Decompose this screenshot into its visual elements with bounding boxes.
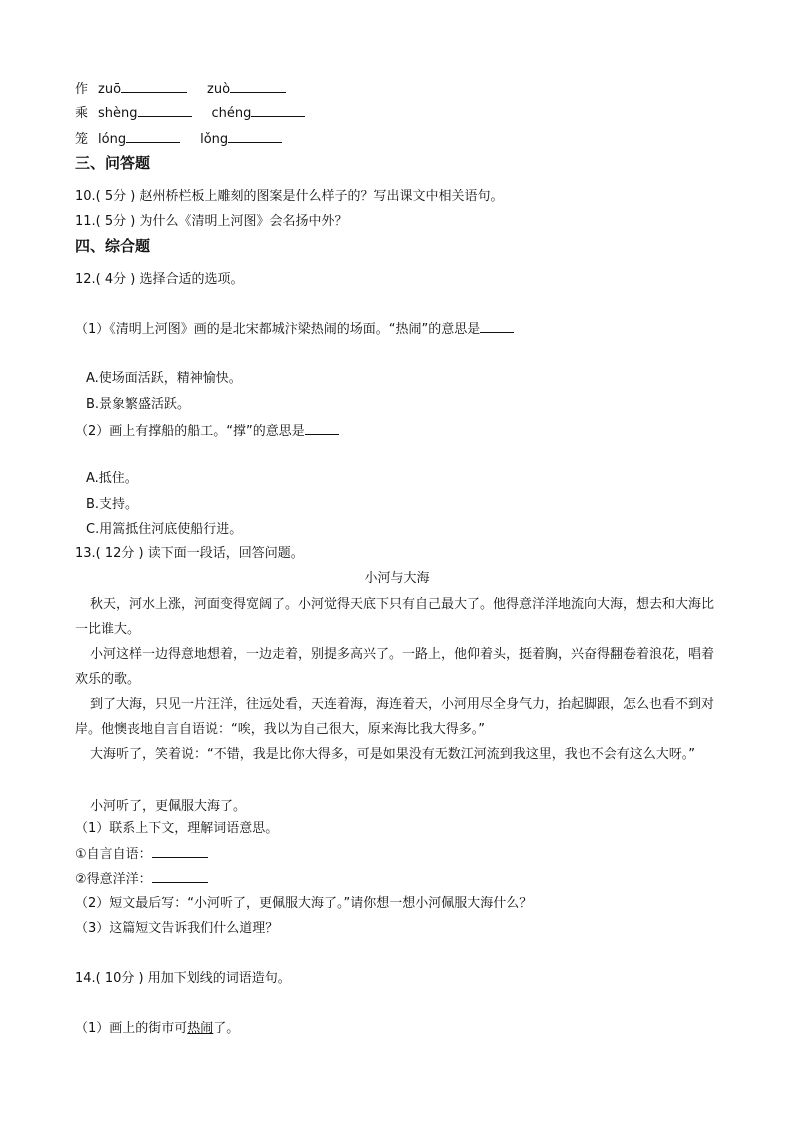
question-13-sub2: （2）短文最后写：“小河听了，更佩服大海了。”请你想一想小河佩服大海什么？	[75, 896, 533, 911]
section-title: 三、问答题	[75, 154, 151, 172]
answer-blank[interactable]	[251, 104, 305, 117]
answer-blank[interactable]	[230, 80, 286, 93]
question-13-sub1-b: ②得意洋洋：	[75, 870, 208, 889]
pinyin-1: lóng	[98, 132, 127, 147]
passage-paragraph: 到了大海，只见一片汪洋，往远处看，天连着海，海连着天，小河用尽全身气力，抬起脚跟，怎么也看不到对岸。他懊丧地自言自语说：“唉，我以为自己很大，原来海比我大得多。”	[75, 697, 715, 737]
passage-paragraph: 秋天，河水上涨，河面变得宽阔了。小河觉得天底下只有自己最大了。他得意洋洋地流向大海，想去和大海比一比谁大。	[75, 597, 715, 637]
answer-blank[interactable]	[152, 845, 208, 858]
pinyin-row-2	[75, 104, 305, 123]
answer-blank[interactable]	[138, 104, 192, 117]
answer-blank[interactable]	[480, 320, 514, 333]
passage-paragraph: 小河这样一边得意地想着，一边走着，别提多高兴了。一路上，他仰着头，挺着胸，兴奋得翻卷着浪花，唱着欢乐的歌。	[75, 647, 715, 687]
option-a[interactable]: A.使场面活跃，精神愉快。	[86, 371, 242, 386]
answer-blank[interactable]	[152, 870, 208, 883]
pinyin-2: lǒng	[200, 132, 229, 147]
answer-blank[interactable]	[228, 130, 282, 143]
option-a[interactable]: A.抵住。	[86, 471, 138, 486]
passage-paragraph: 大海听了，笑着说：“不错，我是比你大得多，可是如果没有无数江河流到我这里，我也不会有这么大呀。”	[90, 747, 695, 762]
answer-blank[interactable]	[305, 422, 339, 435]
question-13-sub1-a: ①自言自语：	[75, 845, 208, 864]
section-title: 四、综合题	[75, 237, 151, 255]
option-b[interactable]: B.支持。	[86, 497, 139, 512]
answer-blank[interactable]	[126, 130, 180, 143]
pinyin-row-1	[75, 80, 286, 99]
pinyin-char: 作	[75, 82, 89, 97]
pinyin-char: 乘	[75, 106, 89, 121]
question-14-stem: 14.( 10分 ) 用加下划线的词语造句。	[75, 971, 291, 986]
option-b[interactable]: B.景象繁盛活跃。	[86, 397, 191, 412]
question-12-sub1: （1）《清明上河图》画的是北宋都城汴梁热闹的场面。“热闹”的意思是	[75, 320, 514, 339]
question-12-stem: 12.( 4分 ) 选择合适的选项。	[75, 272, 244, 287]
pinyin-row-3	[75, 130, 282, 149]
question-13-stem: 13.( 12分 ) 读下面一段话，回答问题。	[75, 546, 304, 561]
option-c[interactable]: C.用篙抵住河底使船行进。	[86, 522, 243, 537]
passage-title: 小河与大海	[364, 571, 430, 586]
answer-blank[interactable]	[121, 80, 187, 93]
question-12-sub2: （2）画上有撑船的船工。“撑”的意思是	[75, 422, 339, 441]
question-14-sub1: （1）画上的街市可热闹了。	[75, 1021, 240, 1036]
pinyin-2: zuò	[207, 82, 231, 97]
pinyin-char: 笼	[75, 132, 89, 147]
pinyin-1: shèng	[98, 106, 138, 121]
question-13-sub3: （3）这篇短文告诉我们什么道理？	[75, 921, 279, 936]
pinyin-2: chéng	[211, 106, 252, 121]
question-11: 11.( 5分 ) 为什么《清明上河图》会名扬中外？	[75, 214, 348, 229]
question-10: 10.( 5分 ) 赵州桥栏板上雕刻的图案是什么样子的？写出课文中相关语句。	[75, 189, 504, 204]
passage-paragraph: 小河听了，更佩服大海了。	[90, 799, 247, 814]
pinyin-1: zuō	[98, 82, 122, 97]
underlined-word: 热闹	[187, 1021, 214, 1036]
question-13-sub1: （1）联系上下文，理解词语意思。	[75, 821, 279, 836]
